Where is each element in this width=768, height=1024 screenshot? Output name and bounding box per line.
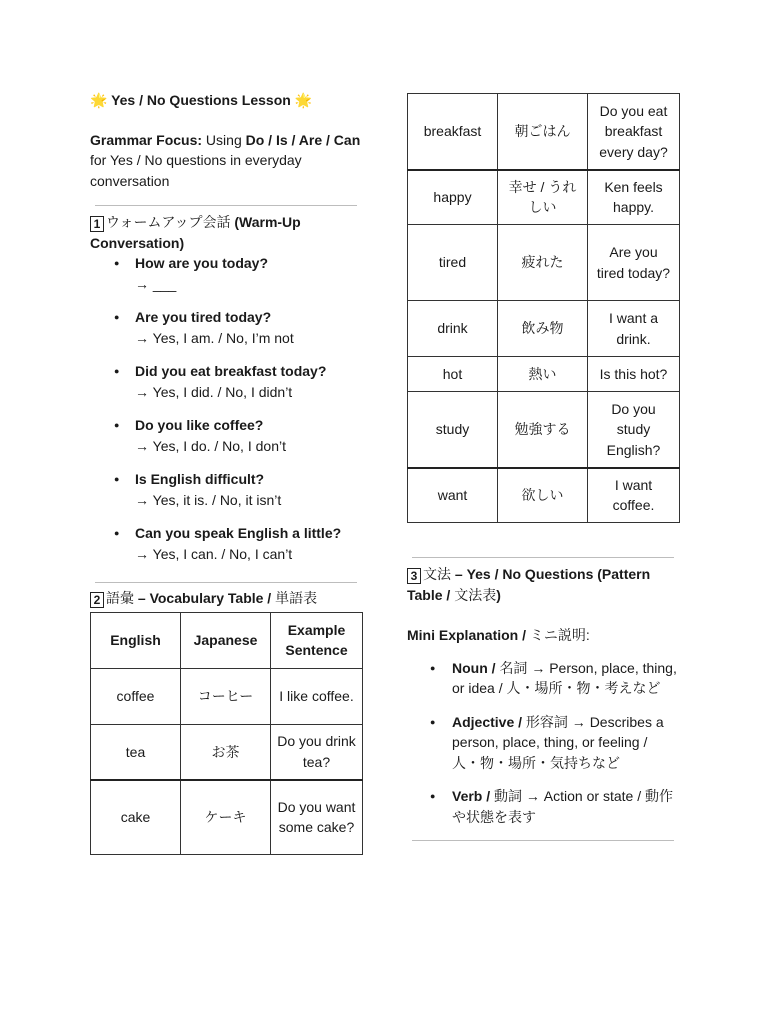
cell-japanese: ケーキ: [181, 780, 271, 854]
grammar-focus: [90, 130, 362, 192]
list-item: [452, 786, 679, 827]
divider: [412, 557, 674, 558]
vocab-heading-jp: 語彙: [106, 590, 134, 606]
table-row: [408, 468, 680, 523]
table-row: [408, 225, 680, 301]
table-header-row: [91, 612, 363, 668]
term-label: Noun /: [452, 659, 500, 676]
vocab-heading-en: – Vocabulary Table /: [134, 590, 276, 606]
grammar-heading-close: ): [496, 586, 501, 603]
star-icon: 🌟: [90, 92, 108, 108]
grammar-focus-pre: Using: [202, 131, 246, 148]
cell-example: Do you want some cake?: [271, 780, 363, 854]
warmup-heading-en: (Warm-Up Conversation): [90, 214, 301, 251]
list-item: [135, 361, 362, 402]
list-item: [135, 523, 362, 564]
cell-example: I like coffee.: [271, 668, 363, 724]
vocab-heading-jp2: 単語表: [275, 590, 318, 606]
question-text: ● Is English difficult?: [135, 471, 265, 487]
mini-explanation-list: [407, 658, 679, 828]
question-text: ● Can you speak English a little?: [135, 525, 342, 541]
answer-text: → Yes, I did. / No, I didn’t: [135, 383, 293, 400]
cell-japanese: お茶: [181, 724, 271, 780]
list-item: [135, 469, 362, 510]
cell-japanese: 欲しい: [498, 468, 588, 523]
cell-example: Do you drink tea?: [271, 724, 363, 780]
cell-japanese: 疲れた: [498, 225, 588, 301]
cell-english: happy: [408, 170, 498, 225]
vocab-heading: [90, 588, 362, 609]
table-row: [91, 724, 363, 780]
cell-japanese: 朝ごはん: [498, 94, 588, 170]
term-description: 形容詞 → Describes a person, place, thing, or feeling / 人・物・場所・気持ちなど: [452, 713, 664, 771]
cell-example: Are you tired today?: [588, 225, 680, 301]
list-item: [452, 712, 679, 774]
lesson-title-text: Yes / No Questions Lesson: [111, 92, 291, 108]
cell-english: study: [408, 392, 498, 468]
question-text: ● Do you like coffee?: [135, 417, 264, 433]
cell-japanese: 熱い: [498, 357, 588, 392]
right-column: [407, 93, 679, 841]
list-item: [135, 253, 362, 294]
table-row: [408, 94, 680, 170]
table-row: [91, 780, 363, 854]
cell-example: Do you eat breakfast every day?: [588, 94, 680, 170]
mini-explanation-label: Mini Explanation /: [407, 627, 530, 643]
cell-english: tired: [408, 225, 498, 301]
warmup-question-list: [90, 253, 362, 564]
table-row: [408, 392, 680, 468]
grammar-heading-jp: 文法: [423, 566, 451, 582]
cell-example: Do you study English?: [588, 392, 680, 468]
cell-english: drink: [408, 301, 498, 357]
star-icon: 🌟: [294, 92, 313, 108]
cell-english: want: [408, 468, 498, 523]
list-item: [135, 307, 362, 348]
number-2-icon: 2: [90, 592, 104, 608]
cell-english: tea: [91, 724, 181, 780]
divider: [95, 205, 357, 206]
grammar-focus-label: Grammar Focus:: [90, 131, 203, 148]
table-row: [408, 170, 680, 225]
vocab-table-left: [90, 612, 363, 855]
term-description: 動詞 → Action or state / 動作や状態を表す: [452, 788, 673, 825]
grammar-focus-keywords: Do / Is / Are / Can: [245, 131, 361, 148]
grammar-focus-rest: for Yes / No questions in everyday conversation: [90, 152, 302, 189]
table-row: [91, 668, 363, 724]
cell-english: coffee: [91, 668, 181, 724]
cell-japanese: コーヒー: [181, 668, 271, 724]
cell-english: breakfast: [408, 94, 498, 170]
warmup-heading-jp: ウォームアップ会話: [106, 214, 231, 230]
divider: [412, 840, 674, 841]
cell-example: I want a drink.: [588, 301, 680, 357]
cell-japanese: 勉強する: [498, 392, 588, 468]
question-text: ● Did you eat breakfast today?: [135, 363, 327, 379]
mini-explanation-jp: ミニ説明:: [529, 627, 590, 643]
grammar-heading-en: – Yes / No Questions (Pattern Table /: [407, 566, 651, 603]
answer-text: → Yes, I do. / No, I don’t: [135, 437, 286, 454]
warmup-heading: [90, 212, 362, 253]
cell-english: hot: [408, 357, 498, 392]
answer-text: → Yes, I can. / No, I can’t: [135, 545, 293, 562]
table-row: [408, 301, 680, 357]
term-label: Verb /: [452, 788, 495, 804]
number-3-icon: 3: [407, 568, 421, 584]
question-text: ● Are you tired today?: [135, 309, 272, 325]
cell-japanese: 飲み物: [498, 301, 588, 357]
term-description: 名詞 → Person, place, thing, or idea / 人・場所・物・考えなど: [452, 659, 677, 696]
cell-japanese: 幸せ / うれしい: [498, 170, 588, 225]
column-header-japanese: Japanese: [181, 612, 271, 668]
left-column: [90, 90, 362, 855]
table-row: [408, 357, 680, 392]
mini-explanation-heading: [407, 625, 679, 646]
cell-example: Ken feels happy.: [588, 170, 680, 225]
divider: [95, 582, 357, 583]
number-1-icon: 1: [90, 216, 104, 232]
column-header-english: English: [91, 612, 181, 668]
term-label: Adjective /: [452, 713, 526, 730]
list-item: [135, 415, 362, 456]
list-item: [452, 658, 679, 699]
cell-example: Is this hot?: [588, 357, 680, 392]
grammar-heading: [407, 564, 679, 605]
cell-english: cake: [91, 780, 181, 854]
grammar-heading-jp2: 文法表: [454, 586, 497, 603]
question-text: ● How are you today?: [135, 255, 269, 271]
cell-example: I want coffee.: [588, 468, 680, 523]
lesson-title: [90, 90, 362, 111]
vocab-table-right: [407, 93, 680, 523]
answer-text: → Yes, it is. / No, it isn’t: [135, 491, 282, 508]
answer-text: → ___: [135, 275, 177, 292]
answer-text: → Yes, I am. / No, I’m not: [135, 329, 294, 346]
column-header-example: Example Sentence: [271, 612, 363, 668]
